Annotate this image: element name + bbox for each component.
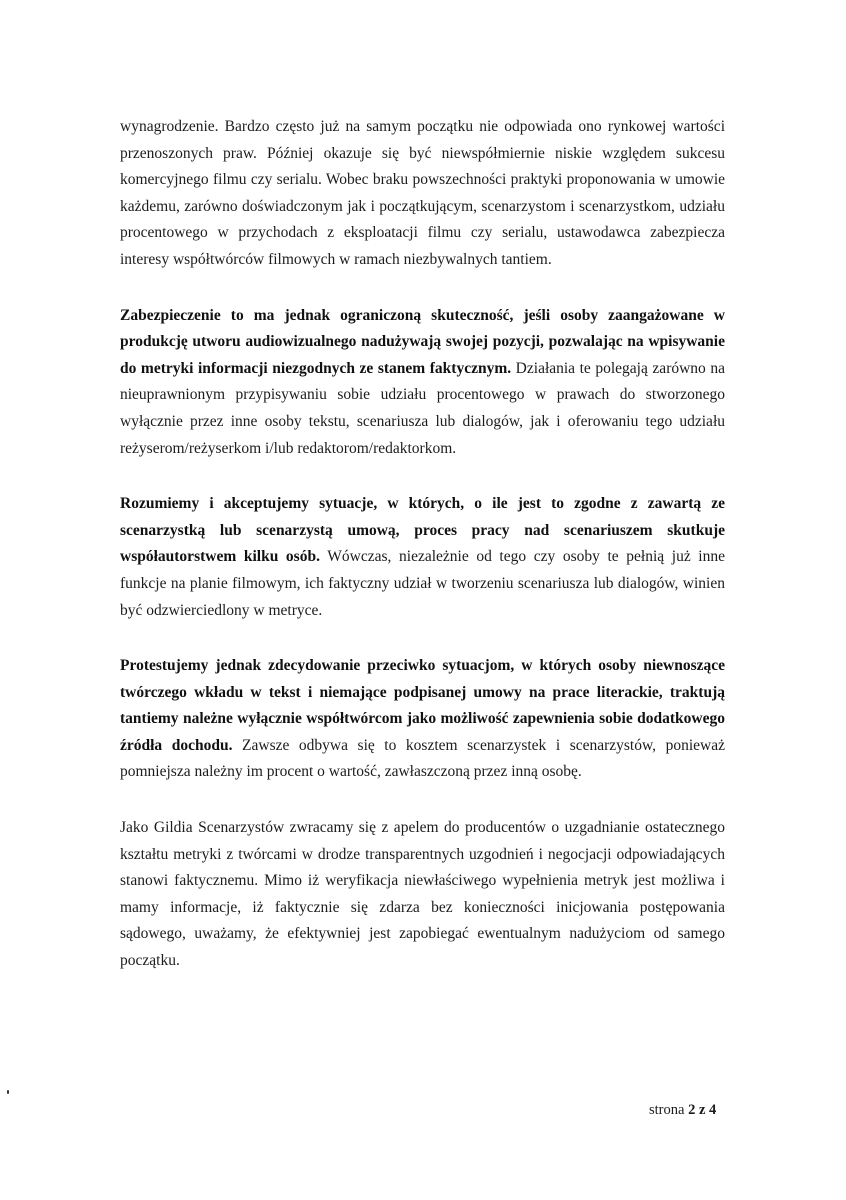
paragraph-4-bold: Protestujemy jednak zdecydowanie przeciwko sytuacjom, w których osoby niewnoszące twórczego wkładu w tekst i niemające podpisanej umowy na prace literackie, traktują tantiemy należne wyłącznie współtwórcom jako możliwość zapewnienia sobie dodatkowego źródła dochodu. bbox=[120, 657, 725, 754]
page-number-total: 4 bbox=[709, 1102, 717, 1118]
scan-speck bbox=[7, 1090, 9, 1094]
paragraph-1 bbox=[120, 114, 725, 274]
paragraph-4-text: Zawsze odbywa się to kosztem scenarzystek i scenarzystów, ponieważ pomniejsza należny im procent o wartość, zawłaszczoną przez inną osobę. bbox=[120, 736, 725, 781]
paragraph-3-bold: Rozumiemy i akceptujemy sytuacje, w których, o ile jest to zgodne z zawartą ze scenarzystką lub scenarzystą umową, proces pracy nad scenariuszem skutkuje współautorstwem kilku osób. bbox=[120, 495, 725, 566]
paragraph-5-text: Jako Gildia Scenarzystów zwracamy się z apelem do producentów o uzgadnianie ostatecznego kształtu metryki z twórcami w drodze transparentnych uzgodnień i negocjacji odpowiadających stanowi faktycznemu. Mimo iż weryfikacja niewłaściwego wypełnienia metryk jest możliwa i mamy informacje, iż faktycznie się zdarza bez konieczności inicjowania postępowania sądowego, uważamy, że efektywniej jest zapobiegać ewentualnym nadużyciom od samego początku. bbox=[120, 819, 725, 970]
page-number bbox=[649, 1102, 716, 1119]
paragraph-3-text: Wówczas, niezależnie od tego czy osoby te pełnią już inne funkcje na planie filmowym, ich faktyczny udział w tworzeniu scenariusza lub dialogów, winien być odzwierciedlony w metryce. bbox=[120, 548, 725, 619]
page-number-current: 2 bbox=[688, 1102, 696, 1118]
paragraph-2 bbox=[120, 303, 725, 463]
page-number-separator: z bbox=[695, 1102, 709, 1118]
paragraph-2-bold: Zabezpieczenie to ma jednak ograniczoną skuteczność, jeśli osoby zaangażowane w produkcję utworu audiowizualnego nadużywają swojej pozycji, pozwalając na wpisywanie do metryki informacji niezgodnych ze stanem faktycznym. bbox=[120, 306, 725, 377]
paragraph-5 bbox=[120, 815, 725, 975]
page-number-label: strona bbox=[649, 1102, 689, 1118]
paragraph-4 bbox=[120, 653, 725, 786]
document-body bbox=[120, 114, 725, 1004]
paragraph-1-text: wynagrodzenie. Bardzo często już na samym początku nie odpowiada ono rynkowej wartości przenoszonych praw. Później okazuje się być niewspółmiernie niskie względem sukcesu komercyjnego filmu czy serialu. Wobec braku powszechności praktyki proponowania w umowie każdemu, zarówno doświadczonym jak i początkującym, scenarzystom i scenarzystkom, udziału procentowego w przychodach z eksploatacji filmu czy serialu, ustawodawca zabezpiecza interesy współtwórców filmowych w ramach niezbywalnych tantiem. bbox=[120, 118, 725, 268]
paragraph-3 bbox=[120, 491, 725, 624]
paragraph-2-text: Działania te polegają zarówno na nieuprawnionym przypisywaniu sobie udziału procentowego w prawach do stworzonego wyłącznie przez inne osoby tekstu, scenariusza lub dialogów, jak i oferowaniu tego udziału reżyserom/reżyserkom i/lub redaktorom/redaktorkom. bbox=[120, 359, 725, 457]
